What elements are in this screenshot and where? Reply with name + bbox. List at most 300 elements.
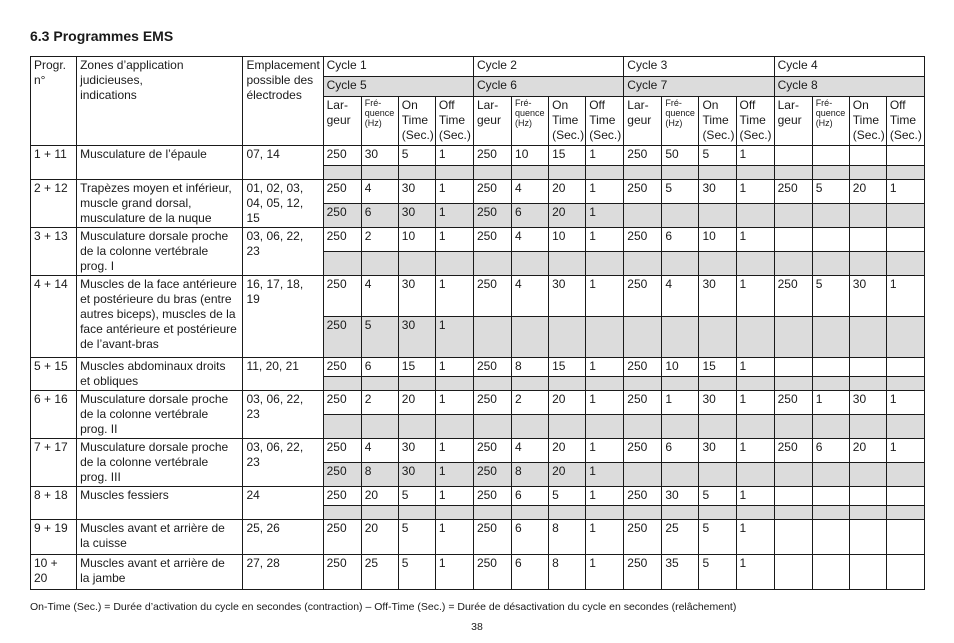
cycle-value-cell-secondary bbox=[398, 377, 435, 391]
program-row bbox=[31, 520, 925, 555]
cycle-value-cell: 15 bbox=[398, 358, 435, 377]
header-off-time: Off Time (Sec.) bbox=[586, 97, 624, 146]
cycle-value-cell-secondary bbox=[549, 317, 586, 358]
cycle-value-cell: 10 bbox=[662, 358, 699, 377]
header-frequency-line: quence bbox=[665, 108, 695, 118]
cycle-value-cell: 10 bbox=[699, 228, 736, 252]
header-on-time: On Time (Sec.) bbox=[398, 97, 435, 146]
cycle-value-cell-secondary: 1 bbox=[586, 463, 624, 487]
program-number: 1 + 11 bbox=[31, 146, 77, 180]
cycle-value-cell: 1 bbox=[586, 391, 624, 415]
cycle-value-cell-secondary bbox=[812, 252, 849, 276]
cycle-value-cell-secondary bbox=[586, 166, 624, 180]
program-row bbox=[31, 180, 925, 204]
cycle-value-cell-secondary: 30 bbox=[398, 317, 435, 358]
cycle-value-cell-secondary: 250 bbox=[323, 317, 361, 358]
cycle-value-cell: 1 bbox=[586, 146, 624, 166]
cycle-value-cell: 250 bbox=[624, 439, 662, 463]
cycle-value-cell-secondary bbox=[699, 377, 736, 391]
cycle-value-cell: 1 bbox=[435, 228, 473, 252]
cycle-value-cell-secondary bbox=[849, 377, 886, 391]
cycle-value-cell: 2 bbox=[361, 228, 398, 252]
cycle-value-cell-secondary bbox=[624, 506, 662, 520]
cycle-value-cell: 1 bbox=[435, 276, 473, 317]
cycle-value-cell: 250 bbox=[323, 391, 361, 415]
cycle-value-cell: 4 bbox=[662, 276, 699, 317]
cycle-value-cell-secondary bbox=[736, 166, 774, 180]
cycle-value-cell: 5 bbox=[398, 520, 435, 555]
program-electrodes: 03, 06, 22, 23 bbox=[243, 439, 323, 487]
cycle-value-cell-secondary bbox=[886, 252, 924, 276]
cycle-value-cell-secondary: 1 bbox=[435, 204, 473, 228]
cycle-value-cell: 1 bbox=[886, 276, 924, 317]
header-row-cycles-top bbox=[31, 57, 925, 77]
cycle-value-cell-secondary bbox=[662, 166, 699, 180]
program-zone: Trapèzes moyen et inférieur, muscle grand dorsal, musculature de la nuque bbox=[77, 180, 243, 228]
cycle-value-cell: 6 bbox=[512, 520, 549, 555]
cycle-value-cell bbox=[774, 555, 812, 590]
cycle-value-cell: 15 bbox=[549, 358, 586, 377]
cycle-value-cell-secondary: 250 bbox=[323, 204, 361, 228]
cycle-value-cell-secondary bbox=[624, 415, 662, 439]
cycle-value-cell: 1 bbox=[736, 146, 774, 166]
program-zone: Musculature dorsale proche de la colonne vertébrale prog. II bbox=[77, 391, 243, 439]
cycle-value-cell-secondary bbox=[736, 506, 774, 520]
cycle-value-cell-secondary: 1 bbox=[586, 204, 624, 228]
cycle-value-cell-secondary bbox=[736, 317, 774, 358]
cycle-value-cell: 1 bbox=[435, 520, 473, 555]
program-electrodes: 25, 26 bbox=[243, 520, 323, 555]
cycle-value-cell-secondary bbox=[849, 463, 886, 487]
cycle-value-cell-secondary bbox=[323, 506, 361, 520]
cycle-value-cell: 15 bbox=[549, 146, 586, 166]
cycle-value-cell: 250 bbox=[323, 228, 361, 252]
cycle-value-cell: 4 bbox=[512, 276, 549, 317]
cycle-value-cell: 1 bbox=[435, 180, 473, 204]
cycle-value-cell-secondary bbox=[662, 415, 699, 439]
cycle-value-cell: 250 bbox=[774, 439, 812, 463]
cycle-value-cell-secondary bbox=[662, 463, 699, 487]
cycle-value-cell bbox=[812, 146, 849, 166]
cycle-value-cell: 50 bbox=[662, 146, 699, 166]
cycle-value-cell: 250 bbox=[774, 180, 812, 204]
header-frequency-line: (Hz) bbox=[665, 118, 683, 128]
cycle-value-cell: 4 bbox=[512, 228, 549, 252]
header-width: Lar- geur bbox=[624, 97, 662, 146]
cycle-value-cell-secondary bbox=[586, 377, 624, 391]
cycle-value-cell-secondary bbox=[662, 377, 699, 391]
header-on-time: On Time (Sec.) bbox=[699, 97, 736, 146]
header-frequency-line: (Hz) bbox=[815, 118, 833, 128]
cycle-value-cell: 250 bbox=[624, 520, 662, 555]
header-cycle-3: Cycle 3 bbox=[624, 57, 774, 77]
cycle-value-cell: 30 bbox=[549, 276, 586, 317]
cycle-value-cell-secondary bbox=[774, 506, 812, 520]
cycle-value-cell-secondary: 1 bbox=[435, 317, 473, 358]
cycle-value-cell bbox=[886, 520, 924, 555]
cycle-value-cell: 1 bbox=[736, 391, 774, 415]
cycle-value-cell-secondary bbox=[624, 317, 662, 358]
cycle-value-cell: 250 bbox=[323, 555, 361, 590]
cycle-value-cell-secondary bbox=[699, 415, 736, 439]
header-prog: Progr. n° bbox=[31, 57, 77, 146]
cycle-value-cell-secondary: 250 bbox=[323, 463, 361, 487]
cycle-value-cell-secondary bbox=[586, 252, 624, 276]
cycle-value-cell-secondary bbox=[361, 506, 398, 520]
cycle-value-cell: 5 bbox=[398, 487, 435, 506]
cycle-value-cell-secondary: 250 bbox=[473, 463, 511, 487]
cycle-value-cell-secondary bbox=[886, 415, 924, 439]
cycle-value-cell: 250 bbox=[624, 146, 662, 166]
cycle-value-cell-secondary: 8 bbox=[512, 463, 549, 487]
cycle-value-cell-secondary bbox=[435, 377, 473, 391]
cycle-value-cell: 1 bbox=[586, 276, 624, 317]
cycle-value-cell: 1 bbox=[586, 439, 624, 463]
cycle-value-cell: 250 bbox=[323, 439, 361, 463]
program-electrodes: 07, 14 bbox=[243, 146, 323, 180]
cycle-value-cell-secondary bbox=[323, 415, 361, 439]
cycle-value-cell: 250 bbox=[323, 180, 361, 204]
cycle-value-cell-secondary bbox=[699, 506, 736, 520]
cycle-value-cell: 20 bbox=[849, 180, 886, 204]
cycle-value-cell-secondary bbox=[699, 166, 736, 180]
program-number: 6 + 16 bbox=[31, 391, 77, 439]
cycle-value-cell: 5 bbox=[662, 180, 699, 204]
header-cycle-4: Cycle 4 bbox=[774, 57, 924, 77]
cycle-value-cell: 15 bbox=[699, 358, 736, 377]
cycle-value-cell bbox=[886, 487, 924, 506]
cycle-value-cell-secondary bbox=[361, 252, 398, 276]
cycle-value-cell-secondary bbox=[361, 415, 398, 439]
cycle-value-cell: 5 bbox=[549, 487, 586, 506]
cycle-value-cell: 8 bbox=[549, 520, 586, 555]
program-electrodes: 03, 06, 22, 23 bbox=[243, 391, 323, 439]
cycle-value-cell-secondary bbox=[849, 204, 886, 228]
cycle-value-cell-secondary bbox=[512, 506, 549, 520]
header-width: Lar- geur bbox=[774, 97, 812, 146]
program-row bbox=[31, 146, 925, 166]
cycle-value-cell-secondary bbox=[774, 317, 812, 358]
cycle-value-cell-secondary bbox=[886, 317, 924, 358]
header-cycle-1: Cycle 1 bbox=[323, 57, 473, 77]
cycle-value-cell-secondary: 20 bbox=[549, 204, 586, 228]
cycle-value-cell-secondary bbox=[473, 377, 511, 391]
section-title: 6.3 Programmes EMS bbox=[30, 28, 174, 44]
cycle-value-cell: 30 bbox=[398, 439, 435, 463]
cycle-value-cell-secondary bbox=[361, 166, 398, 180]
cycle-value-cell bbox=[774, 520, 812, 555]
cycle-value-cell: 250 bbox=[473, 520, 511, 555]
cycle-value-cell: 1 bbox=[586, 180, 624, 204]
program-number: 5 + 15 bbox=[31, 358, 77, 391]
cycle-value-cell: 250 bbox=[323, 520, 361, 555]
program-row bbox=[31, 276, 925, 317]
cycle-value-cell: 1 bbox=[886, 180, 924, 204]
cycle-value-cell: 250 bbox=[473, 358, 511, 377]
cycle-value-cell: 1 bbox=[736, 180, 774, 204]
program-zone: Muscles avant et arrière de la jambe bbox=[77, 555, 243, 590]
program-row bbox=[31, 439, 925, 463]
cycle-value-cell: 4 bbox=[512, 180, 549, 204]
header-frequency bbox=[812, 97, 849, 146]
cycle-value-cell-secondary: 20 bbox=[549, 463, 586, 487]
footnote: On-Time (Sec.) = Durée d’activation du cycle en secondes (contraction) – Off-Time (Sec.) = Durée de désactivation du cycle en secondes (relâchement) bbox=[30, 601, 737, 613]
cycle-value-cell-secondary bbox=[736, 415, 774, 439]
cycle-value-cell: 250 bbox=[473, 391, 511, 415]
cycle-value-cell-secondary bbox=[849, 317, 886, 358]
cycle-value-cell: 250 bbox=[473, 439, 511, 463]
cycle-value-cell-secondary bbox=[549, 252, 586, 276]
cycle-value-cell: 250 bbox=[323, 487, 361, 506]
cycle-value-cell-secondary: 6 bbox=[512, 204, 549, 228]
cycle-value-cell bbox=[849, 358, 886, 377]
header-frequency-line: quence bbox=[815, 108, 846, 118]
cycle-value-cell-secondary bbox=[812, 317, 849, 358]
cycle-value-cell: 8 bbox=[549, 555, 586, 590]
cycle-value-cell: 5 bbox=[398, 555, 435, 590]
program-row bbox=[31, 391, 925, 415]
cycle-value-cell bbox=[849, 487, 886, 506]
cycle-value-cell-secondary bbox=[549, 166, 586, 180]
cycle-value-cell: 250 bbox=[624, 276, 662, 317]
cycle-value-cell-secondary bbox=[736, 463, 774, 487]
program-zone: Musculature de l’épaule bbox=[77, 146, 243, 180]
program-electrodes: 01, 02, 03, 04, 05, 12, 15 bbox=[243, 180, 323, 228]
cycle-value-cell-secondary bbox=[812, 377, 849, 391]
cycle-value-cell-secondary bbox=[512, 252, 549, 276]
cycle-value-cell: 2 bbox=[512, 391, 549, 415]
cycle-value-cell-secondary bbox=[886, 377, 924, 391]
cycle-value-cell: 1 bbox=[812, 391, 849, 415]
cycle-value-cell: 1 bbox=[886, 391, 924, 415]
cycle-value-cell: 1 bbox=[736, 487, 774, 506]
cycle-value-cell: 250 bbox=[473, 228, 511, 252]
header-width: Lar- geur bbox=[323, 97, 361, 146]
program-electrodes: 11, 20, 21 bbox=[243, 358, 323, 391]
cycle-value-cell: 250 bbox=[624, 228, 662, 252]
cycle-value-cell: 250 bbox=[473, 555, 511, 590]
header-electrodes: Emplacement possible des électrodes bbox=[243, 57, 323, 146]
cycle-value-cell: 1 bbox=[435, 487, 473, 506]
cycle-value-cell: 1 bbox=[435, 555, 473, 590]
program-number: 9 + 19 bbox=[31, 520, 77, 555]
cycle-value-cell-secondary bbox=[699, 317, 736, 358]
cycle-value-cell-secondary bbox=[662, 506, 699, 520]
cycle-value-cell: 4 bbox=[361, 276, 398, 317]
program-number: 2 + 12 bbox=[31, 180, 77, 228]
cycle-value-cell-secondary bbox=[473, 506, 511, 520]
cycle-value-cell-secondary bbox=[549, 415, 586, 439]
cycle-value-cell: 1 bbox=[586, 358, 624, 377]
cycle-value-cell-secondary bbox=[624, 252, 662, 276]
cycle-value-cell bbox=[886, 358, 924, 377]
header-on-time: On Time (Sec.) bbox=[849, 97, 886, 146]
cycle-value-cell: 250 bbox=[624, 180, 662, 204]
cycle-value-cell-secondary bbox=[662, 204, 699, 228]
cycle-value-cell: 6 bbox=[662, 228, 699, 252]
cycle-value-cell-secondary bbox=[849, 166, 886, 180]
cycle-value-cell: 5 bbox=[699, 555, 736, 590]
cycle-value-cell-secondary bbox=[398, 252, 435, 276]
program-zone: Musculature dorsale proche de la colonne vertébrale prog. I bbox=[77, 228, 243, 276]
cycle-value-cell-secondary bbox=[812, 415, 849, 439]
cycle-value-cell bbox=[774, 487, 812, 506]
header-frequency-line: (Hz) bbox=[515, 118, 533, 128]
header-frequency bbox=[662, 97, 699, 146]
cycle-value-cell-secondary: 30 bbox=[398, 463, 435, 487]
cycle-value-cell-secondary bbox=[435, 166, 473, 180]
cycle-value-cell: 20 bbox=[361, 520, 398, 555]
cycle-value-cell: 5 bbox=[812, 276, 849, 317]
cycle-value-cell: 30 bbox=[699, 276, 736, 317]
cycle-value-cell: 250 bbox=[473, 276, 511, 317]
program-row bbox=[31, 358, 925, 377]
program-zone: Muscles avant et arrière de la cuisse bbox=[77, 520, 243, 555]
cycle-value-cell-secondary bbox=[512, 377, 549, 391]
cycle-value-cell-secondary bbox=[662, 317, 699, 358]
program-zone: Musculature dorsale proche de la colonne vertébrale prog. III bbox=[77, 439, 243, 487]
cycle-value-cell-secondary bbox=[473, 317, 511, 358]
cycle-value-cell-secondary bbox=[361, 377, 398, 391]
cycle-value-cell: 20 bbox=[549, 391, 586, 415]
cycle-value-cell: 1 bbox=[736, 276, 774, 317]
cycle-value-cell-secondary bbox=[812, 204, 849, 228]
header-frequency-line: Fré- bbox=[364, 98, 382, 108]
header-cycle-2: Cycle 2 bbox=[473, 57, 623, 77]
cycle-value-cell: 250 bbox=[624, 391, 662, 415]
program-number: 4 + 14 bbox=[31, 276, 77, 358]
cycle-value-cell: 1 bbox=[586, 520, 624, 555]
cycle-value-cell-secondary bbox=[774, 377, 812, 391]
cycle-value-cell-secondary bbox=[586, 317, 624, 358]
cycle-value-cell-secondary bbox=[512, 415, 549, 439]
program-number: 10 + 20 bbox=[31, 555, 77, 590]
cycle-value-cell-secondary bbox=[699, 463, 736, 487]
cycle-value-cell bbox=[886, 228, 924, 252]
cycle-value-cell: 5 bbox=[699, 146, 736, 166]
cycle-value-cell-secondary bbox=[774, 204, 812, 228]
cycle-value-cell-secondary: 1 bbox=[435, 463, 473, 487]
cycle-value-cell-secondary bbox=[435, 506, 473, 520]
cycle-value-cell: 250 bbox=[473, 180, 511, 204]
cycle-value-cell: 5 bbox=[699, 520, 736, 555]
program-electrodes: 27, 28 bbox=[243, 555, 323, 590]
cycle-value-cell-secondary bbox=[736, 204, 774, 228]
cycle-value-cell-secondary: 5 bbox=[361, 317, 398, 358]
cycle-value-cell: 250 bbox=[473, 487, 511, 506]
cycle-value-cell: 8 bbox=[512, 358, 549, 377]
cycle-value-cell bbox=[812, 487, 849, 506]
cycle-value-cell: 30 bbox=[849, 391, 886, 415]
cycle-value-cell bbox=[812, 520, 849, 555]
cycle-value-cell: 1 bbox=[736, 555, 774, 590]
header-frequency bbox=[361, 97, 398, 146]
cycle-value-cell-secondary bbox=[624, 377, 662, 391]
cycle-value-cell-secondary bbox=[549, 377, 586, 391]
cycle-value-cell-secondary bbox=[662, 252, 699, 276]
header-frequency-line: quence bbox=[364, 108, 395, 118]
cycle-value-cell: 250 bbox=[624, 358, 662, 377]
cycle-value-cell: 250 bbox=[774, 276, 812, 317]
header-frequency-line: quence bbox=[515, 108, 545, 118]
cycle-value-cell bbox=[886, 555, 924, 590]
cycle-value-cell: 20 bbox=[549, 180, 586, 204]
cycle-value-cell-secondary bbox=[586, 415, 624, 439]
header-cycle-5: Cycle 5 bbox=[323, 77, 473, 97]
cycle-value-cell bbox=[849, 555, 886, 590]
cycle-value-cell: 1 bbox=[586, 228, 624, 252]
cycle-value-cell-secondary bbox=[812, 166, 849, 180]
header-off-time: Off Time (Sec.) bbox=[736, 97, 774, 146]
cycle-value-cell: 10 bbox=[398, 228, 435, 252]
header-frequency-line: Fré- bbox=[815, 98, 833, 108]
cycle-value-cell: 1 bbox=[886, 439, 924, 463]
cycle-value-cell-secondary bbox=[398, 506, 435, 520]
cycle-value-cell: 30 bbox=[361, 146, 398, 166]
cycle-value-cell bbox=[886, 146, 924, 166]
cycle-value-cell-secondary bbox=[886, 204, 924, 228]
cycle-value-cell bbox=[812, 555, 849, 590]
cycle-value-cell-secondary bbox=[398, 166, 435, 180]
header-on-time: On Time (Sec.) bbox=[549, 97, 586, 146]
cycle-value-cell-secondary bbox=[473, 415, 511, 439]
ems-programs-table bbox=[30, 56, 925, 590]
cycle-value-cell-secondary bbox=[886, 506, 924, 520]
cycle-value-cell: 4 bbox=[361, 180, 398, 204]
program-number: 7 + 17 bbox=[31, 439, 77, 487]
cycle-value-cell: 30 bbox=[699, 180, 736, 204]
cycle-value-cell: 4 bbox=[512, 439, 549, 463]
header-frequency bbox=[512, 97, 549, 146]
cycle-value-cell: 1 bbox=[736, 228, 774, 252]
cycle-value-cell bbox=[774, 358, 812, 377]
cycle-value-cell: 20 bbox=[361, 487, 398, 506]
cycle-value-cell-secondary bbox=[849, 506, 886, 520]
program-electrodes: 16, 17, 18, 19 bbox=[243, 276, 323, 358]
cycle-value-cell-secondary bbox=[586, 506, 624, 520]
cycle-value-cell: 30 bbox=[699, 391, 736, 415]
cycle-value-cell bbox=[849, 228, 886, 252]
cycle-value-cell-secondary bbox=[774, 252, 812, 276]
cycle-value-cell-secondary bbox=[699, 204, 736, 228]
cycle-value-cell: 1 bbox=[586, 487, 624, 506]
cycle-value-cell: 6 bbox=[812, 439, 849, 463]
header-off-time: Off Time (Sec.) bbox=[886, 97, 924, 146]
cycle-value-cell: 30 bbox=[398, 276, 435, 317]
header-frequency-line: Fré- bbox=[665, 98, 682, 108]
cycle-value-cell: 5 bbox=[812, 180, 849, 204]
program-zone: Muscles de la face antérieure et postérieure du bras (entre autres biceps), muscles de la face antérieure et postérieure de l’avant-bras bbox=[77, 276, 243, 358]
cycle-value-cell: 25 bbox=[662, 520, 699, 555]
cycle-value-cell-secondary bbox=[398, 415, 435, 439]
cycle-value-cell: 25 bbox=[361, 555, 398, 590]
cycle-value-cell-secondary bbox=[849, 415, 886, 439]
cycle-value-cell: 250 bbox=[624, 487, 662, 506]
header-frequency-line: (Hz) bbox=[364, 118, 382, 128]
header-zones: Zones d’application judicieuses, indications bbox=[77, 57, 243, 146]
cycle-value-cell-secondary bbox=[812, 463, 849, 487]
cycle-value-cell: 1 bbox=[662, 391, 699, 415]
cycle-value-cell-secondary bbox=[512, 166, 549, 180]
program-zone: Muscles abdominaux droits et obliques bbox=[77, 358, 243, 391]
cycle-value-cell-secondary bbox=[774, 463, 812, 487]
cycle-value-cell: 250 bbox=[774, 391, 812, 415]
cycle-value-cell-secondary bbox=[323, 252, 361, 276]
header-off-time: Off Time (Sec.) bbox=[435, 97, 473, 146]
cycle-value-cell: 1 bbox=[435, 391, 473, 415]
cycle-value-cell-secondary bbox=[624, 204, 662, 228]
cycle-value-cell bbox=[774, 228, 812, 252]
